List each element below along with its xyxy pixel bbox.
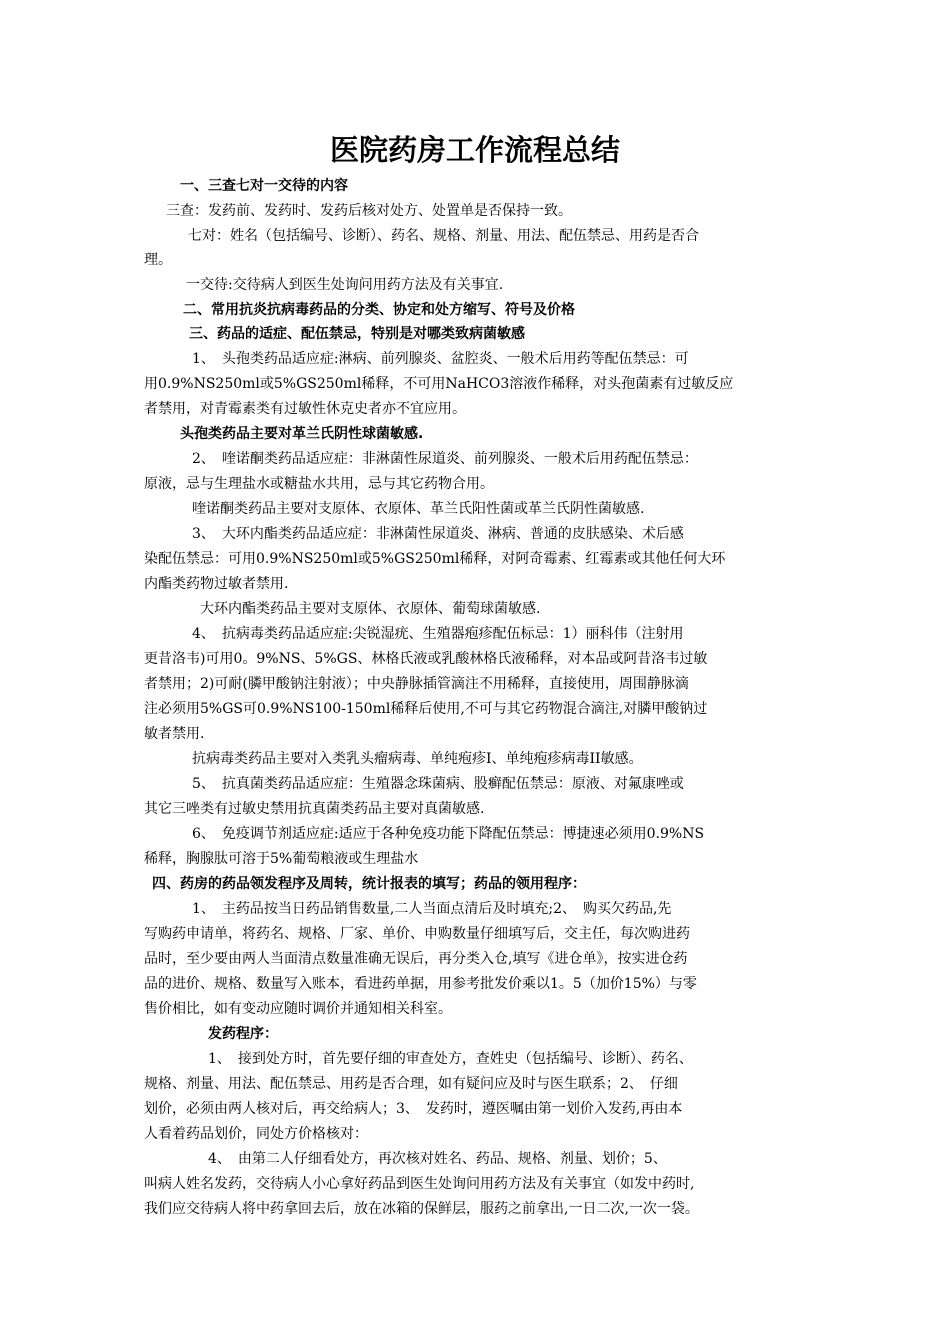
paragraph-line: 者禁用；2)可耐(膦甲酸钠注射液）；中央静脉插管滴注不用稀释，直接使用，周围静脉滴 bbox=[144, 676, 689, 692]
paragraph-line: 品的进价、规格、数量写入账本，看进药单据，用参考批发价乘以1。5（加价15%）与零 bbox=[144, 976, 697, 992]
paragraph-line: 注必须用5%GS可0.9%NS100-150ml稀释后使用,不可与其它药物混合滴注,对膦甲酸钠过 bbox=[144, 701, 708, 717]
paragraph-line: 理。 bbox=[144, 252, 172, 268]
paragraph-line: 用0.9%NS250ml或5%GS250ml稀释，不可用NaHCO3溶液作稀释，对头孢菌素有过敏反应 bbox=[144, 376, 734, 392]
paragraph-line: 3、 大环内酯类药品适应症：非淋菌性尿道炎、淋病、普通的皮肤感染、术后感 bbox=[192, 526, 684, 542]
paragraph-line: 大环内酯类药品主要对支原体、衣原体、葡萄球菌敏感. bbox=[200, 601, 541, 617]
paragraph-line: 4、 抗病毒类药品适应症:尖锐湿疣、生殖器疱疹配伍标忌：1）丽科伟（注射用 bbox=[192, 626, 684, 642]
paragraph-line: 叫病人姓名发药，交待病人小心拿好药品到医生处询问用药方法及有关事宜（如发中药时, bbox=[144, 1176, 695, 1192]
bold-summary-line: 头孢类药品主要对革兰氏阴性球菌敏感. bbox=[180, 426, 424, 442]
paragraph-line: 稀释，胸腺肽可溶于5%葡萄粮液或生理盐水 bbox=[144, 851, 419, 867]
paragraph-line: 4、 由第二人仔细看处方，再次核对姓名、药品、规格、剂量、划价；5、 bbox=[208, 1151, 667, 1167]
paragraph-line: 品时，至少要由两人当面清点数量准确无误后，再分类入仓,填写《进仓单》，按实进仓药 bbox=[144, 951, 688, 967]
paragraph-line: 我们应交待病人将中药拿回去后，放在冰箱的保鲜层，服药之前拿出,一日二次,一次一袋。 bbox=[144, 1201, 699, 1217]
paragraph-line: 者禁用，对青霉素类有过敏性休克史者亦不宜应用。 bbox=[144, 401, 466, 417]
paragraph-line: 6、 免疫调节剂适应症:适应于各种免疫功能下降配伍禁忌：博捷速必须用0.9%NS bbox=[192, 826, 705, 842]
paragraph-line: 一交待:交待病人到医生处询问用药方法及有关事宜. bbox=[186, 277, 504, 293]
subheading-dispensing: 发药程序： bbox=[208, 1026, 278, 1042]
heading-section-1: 一、三查七对一交待的内容 bbox=[180, 178, 348, 194]
paragraph-line: 1、 接到处方时，首先要仔细的审查处方，查姓史（包括编号、诊断）、药名、 bbox=[208, 1051, 693, 1067]
paragraph-line: 人看着药品划价，同处方价格核对： bbox=[144, 1126, 368, 1142]
paragraph-line: 规格、剂量、用法、配伍禁忌、用药是否合理，如有疑问应及时与医生联系；2、 仔细 bbox=[144, 1076, 678, 1092]
paragraph-line: 原液，忌与生理盐水或糖盐水共用，忌与其它药物合用。 bbox=[144, 476, 494, 492]
paragraph-line: 2、 喹诺酮类药品适应症：非淋菌性尿道炎、前列腺炎、一般术后用药配伍禁忌： bbox=[192, 451, 698, 467]
paragraph-line: 喹诺酮类药品主要对支原体、衣原体、革兰氏阳性菌或革兰氏阴性菌敏感. bbox=[192, 501, 645, 517]
paragraph-line: 写购药申请单，将药名、规格、厂家、单价、申购数量仔细填写后，交主任，每次购进药 bbox=[144, 926, 690, 942]
paragraph-line: 1、 头孢类药品适应症:淋病、前列腺炎、盆腔炎、一般术后用药等配伍禁忌：可 bbox=[192, 351, 689, 367]
paragraph-line: 敏者禁用. bbox=[144, 726, 205, 742]
paragraph-line: 更昔洛韦)可用0。9%NS、5%GS、林格氏液或乳酸林格氏液稀释，对本品或阿昔洛韦过敏 bbox=[144, 651, 708, 667]
paragraph-line: 七对：姓名（包括编号、诊断）、药名、规格、剂量、用法、配伍禁忌、用药是否合 bbox=[188, 228, 699, 244]
paragraph-line: 其它三唑类有过敏史禁用抗真菌类药品主要对真菌敏感. bbox=[144, 801, 485, 817]
paragraph-line: 售价相比，如有变动应随时调价并通知相关科室。 bbox=[144, 1001, 452, 1017]
paragraph-line: 1、 主药品按当日药品销售数量,二人当面点清后及时填充;2、 购买欠药品,先 bbox=[192, 901, 672, 917]
paragraph-line: 染配伍禁忌：可用0.9%NS250ml或5%GS250ml稀释，对阿奇霉素、红霉素或其他任何大环 bbox=[144, 551, 726, 567]
paragraph-line: 内酯类药物过敏者禁用. bbox=[144, 576, 289, 592]
heading-section-2: 二、常用抗炎抗病毒药品的分类、协定和处方缩写、符号及价格 bbox=[183, 302, 575, 318]
paragraph-line: 5、 抗真菌类药品适应症：生殖器念珠菌病、股癣配伍禁忌：原液、对氟康唑或 bbox=[192, 776, 684, 792]
paragraph-line: 抗病毒类药品主要对入类乳头瘤病毒、单纯疱疹I、单纯疱疹病毒II敏感。 bbox=[192, 751, 643, 767]
paragraph-line: 三查：发药前、发药时、发药后核对处方、处置单是否保持一致。 bbox=[166, 203, 572, 219]
heading-section-3: 三、药品的适症、配伍禁忌，特别是对哪类致病菌敏感 bbox=[189, 326, 525, 342]
document-title: 医院药房工作流程总结 bbox=[329, 133, 620, 167]
heading-section-4: 四、药房的药品领发程序及周转，统计报表的填写；药品的领用程序： bbox=[152, 876, 586, 892]
paragraph-line: 划价，必须由两人核对后，再交给病人；3、 发药时，遵医嘱由第一划价入发药,再由本 bbox=[144, 1101, 683, 1117]
